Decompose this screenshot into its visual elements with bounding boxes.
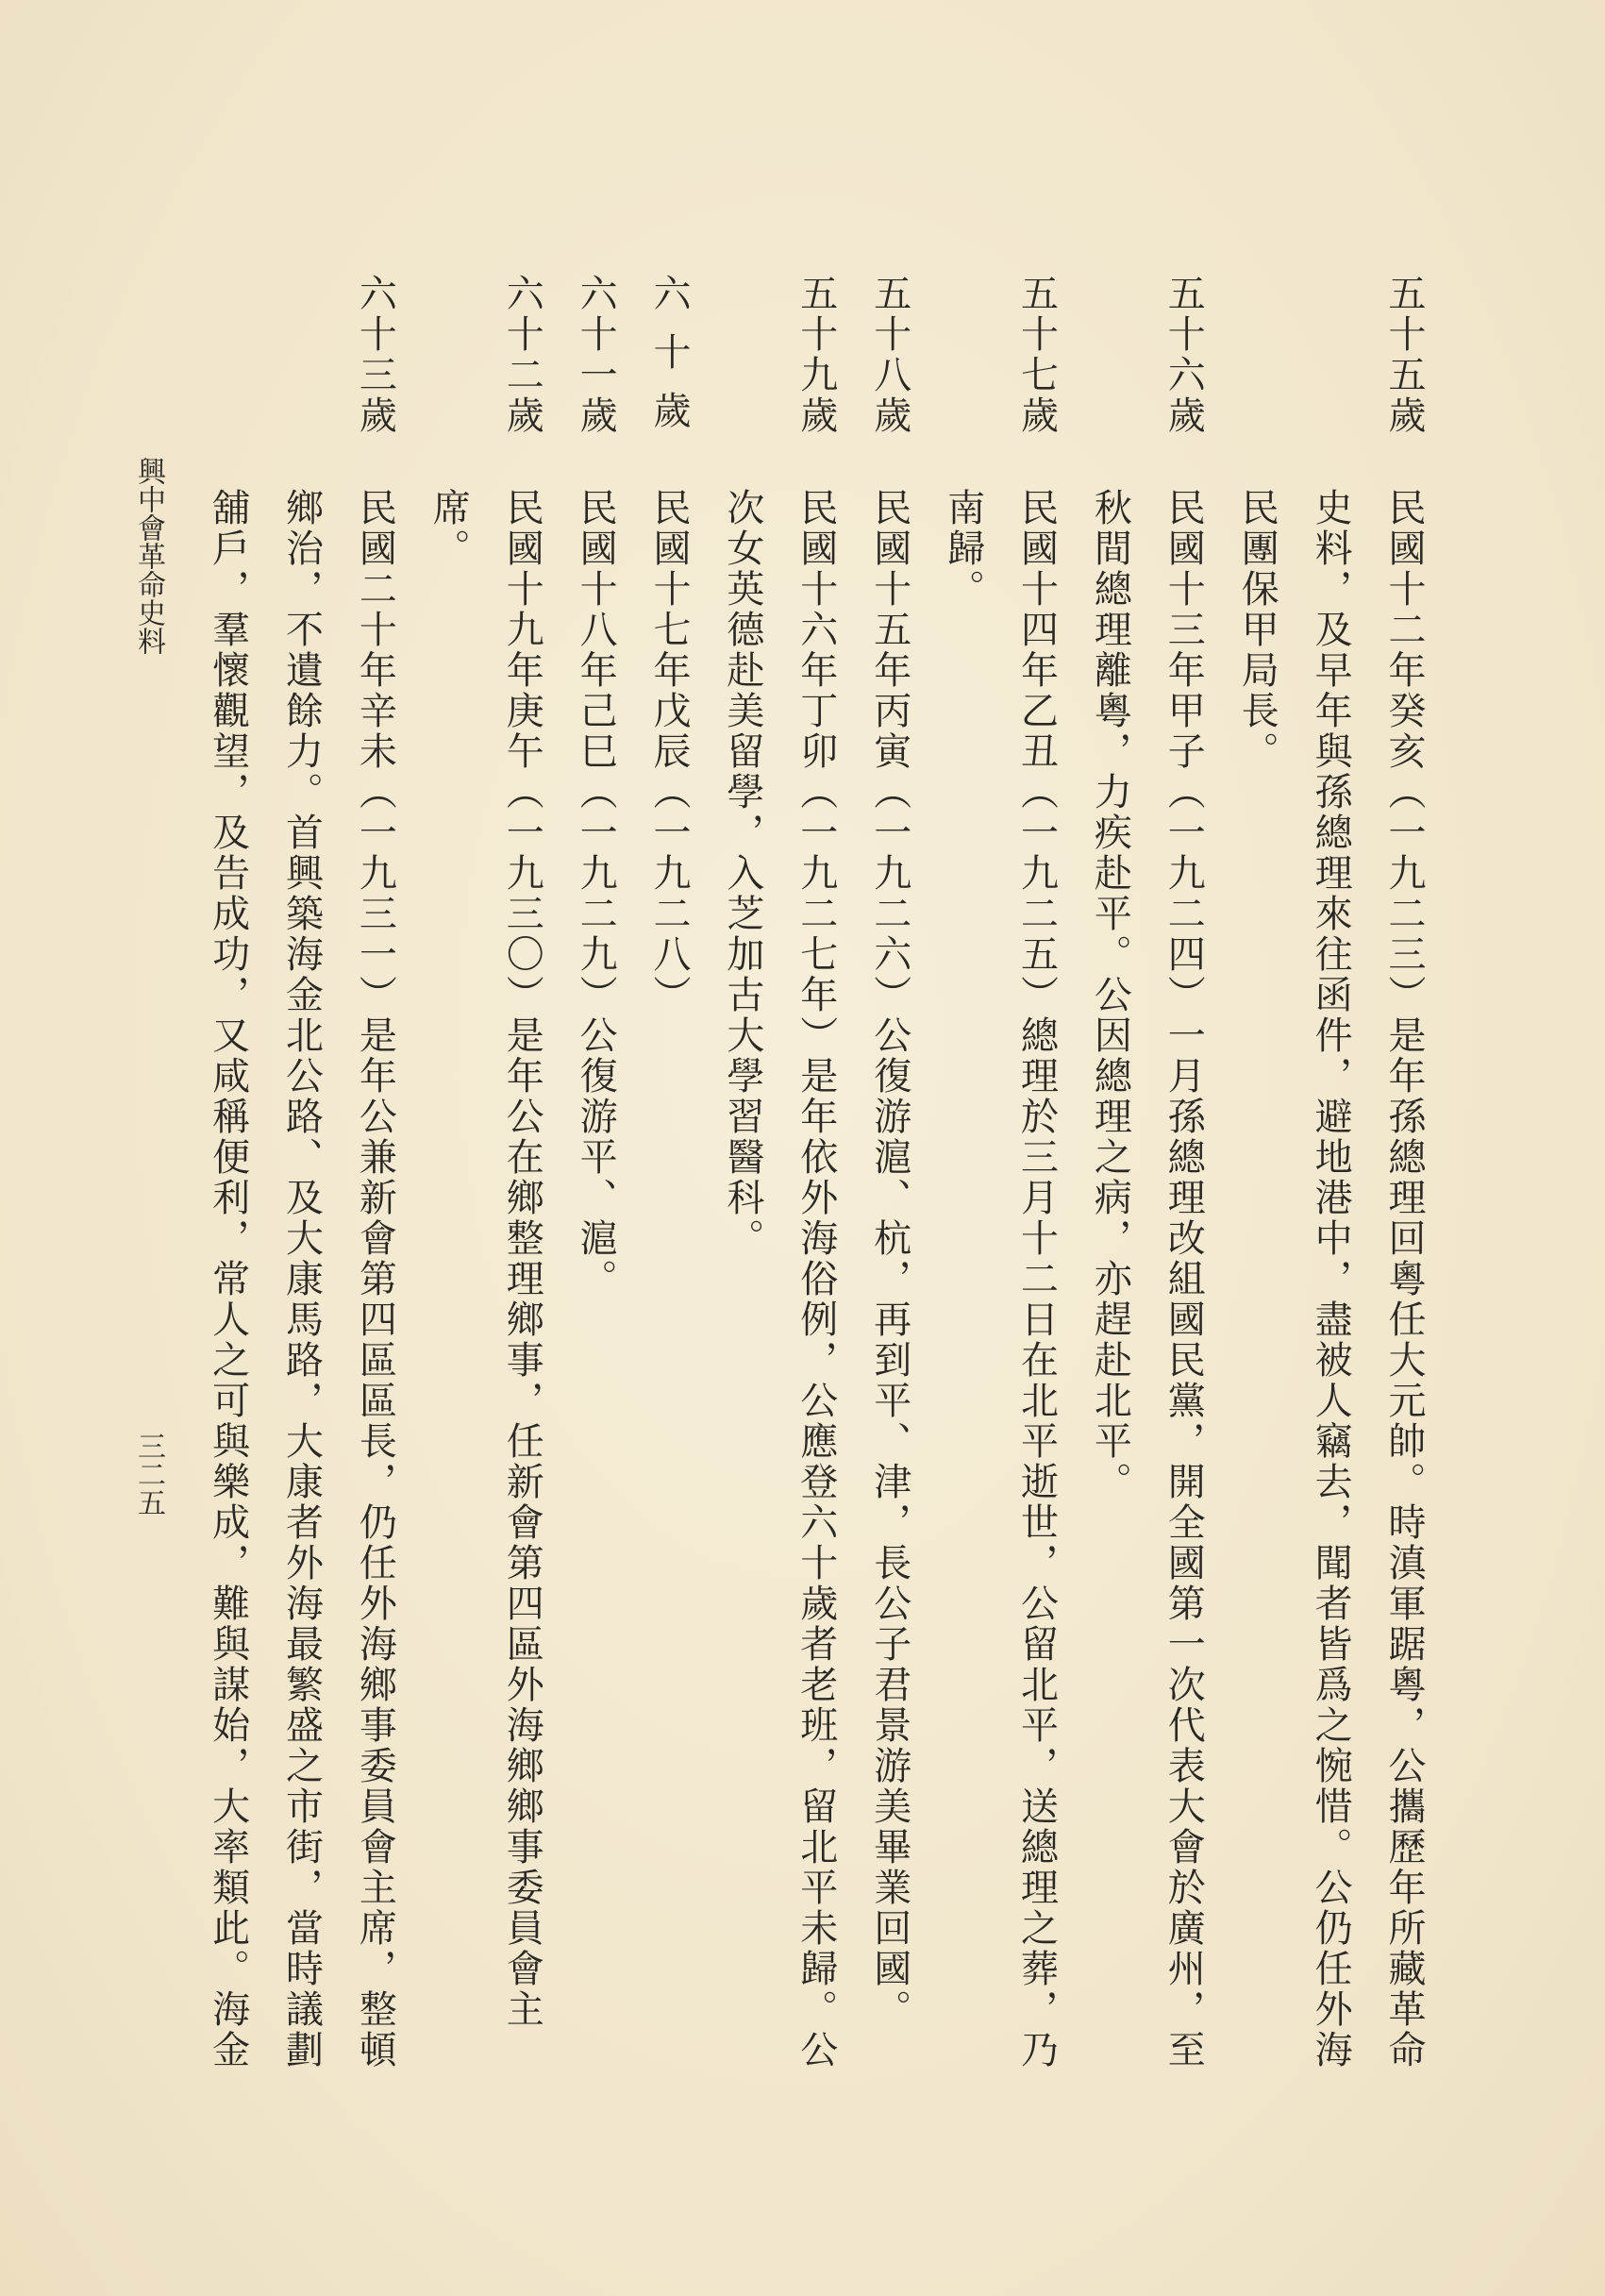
page-number: 三二五 [132, 1432, 165, 1517]
running-title: 興中會革命史料 [132, 457, 165, 655]
age-label: 六十一歲 [574, 274, 618, 436]
text-column: 民團保甲局長。 [1235, 488, 1279, 772]
text-column: 次女英德赴美留學，入芝加古大學習醫科。 [720, 488, 764, 1259]
age-label: 五十九歲 [794, 274, 838, 436]
text-column: 民國二十年辛未（一九三一）是年公兼新會第四區區長，仍任外海鄉事委員會主席，整頓 [353, 488, 397, 2070]
age-label: 五十八歲 [867, 274, 911, 436]
age-label: 五十六歲 [1162, 274, 1206, 436]
text-column: 席。 [426, 488, 471, 569]
age-label: 六十二歲 [500, 274, 544, 436]
text-column: 鄉治，不遺餘力。首興築海金北公路、及大康馬路，大康者外海最繁盛之市街，當時議劃 [279, 488, 324, 2070]
text-column: 民國十三年甲子（一九二四）一月孫總理改組國民黨，開全國第一次代表大會於廣州，至 [1162, 488, 1206, 2070]
text-column: 南歸。 [941, 488, 985, 610]
text-column: 史料，及早年與孫總理來往函件，避地港中，盡被人竊去，聞者皆爲之惋惜。公仍任外海 [1309, 488, 1353, 2070]
text-column: 民國十四年乙丑（一九二五）總理於三月十二日在北平逝世，公留北平，送總理之葬，乃 [1014, 488, 1059, 2070]
text-column: 民國十二年癸亥（一九二三）是年孫總理回粵任大元帥。時滇軍踞粵，公攜歷年所藏革命 [1382, 488, 1426, 2070]
text-column: 秋間總理離粵，力疾赴平。公因總理之病，亦趕赴北平。 [1088, 488, 1132, 1502]
text-column: 民國十九年庚午（一九三〇）是年公在鄉整理鄉事，任新會第四區外海鄉鄉事委員會主 [500, 488, 544, 2030]
age-label: 六十歲 [647, 274, 691, 449]
age-label: 五十七歲 [1014, 274, 1059, 436]
text-column: 民國十六年丁卯（一九二七年）是年依外海俗例，公應登六十歲者老班，留北平未歸。公 [794, 488, 838, 2070]
text-column: 民國十八年己巳（一九二九）公復游平、滬。 [574, 488, 618, 1299]
text-column: 舖戶，羣懷觀望，及告成功，又咸稱便利，常人之可與樂成，難與謀始，大率類此。海金 [206, 488, 250, 2070]
text-column: 民國十七年戊辰（一九二八） [647, 488, 691, 1015]
text-column: 民國十五年丙寅（一九二六）公復游滬、杭，再到平、津，長公子君景游美畢業回國。 [867, 488, 911, 2030]
age-label: 五十五歲 [1382, 274, 1426, 436]
age-label: 六十三歲 [353, 274, 397, 436]
